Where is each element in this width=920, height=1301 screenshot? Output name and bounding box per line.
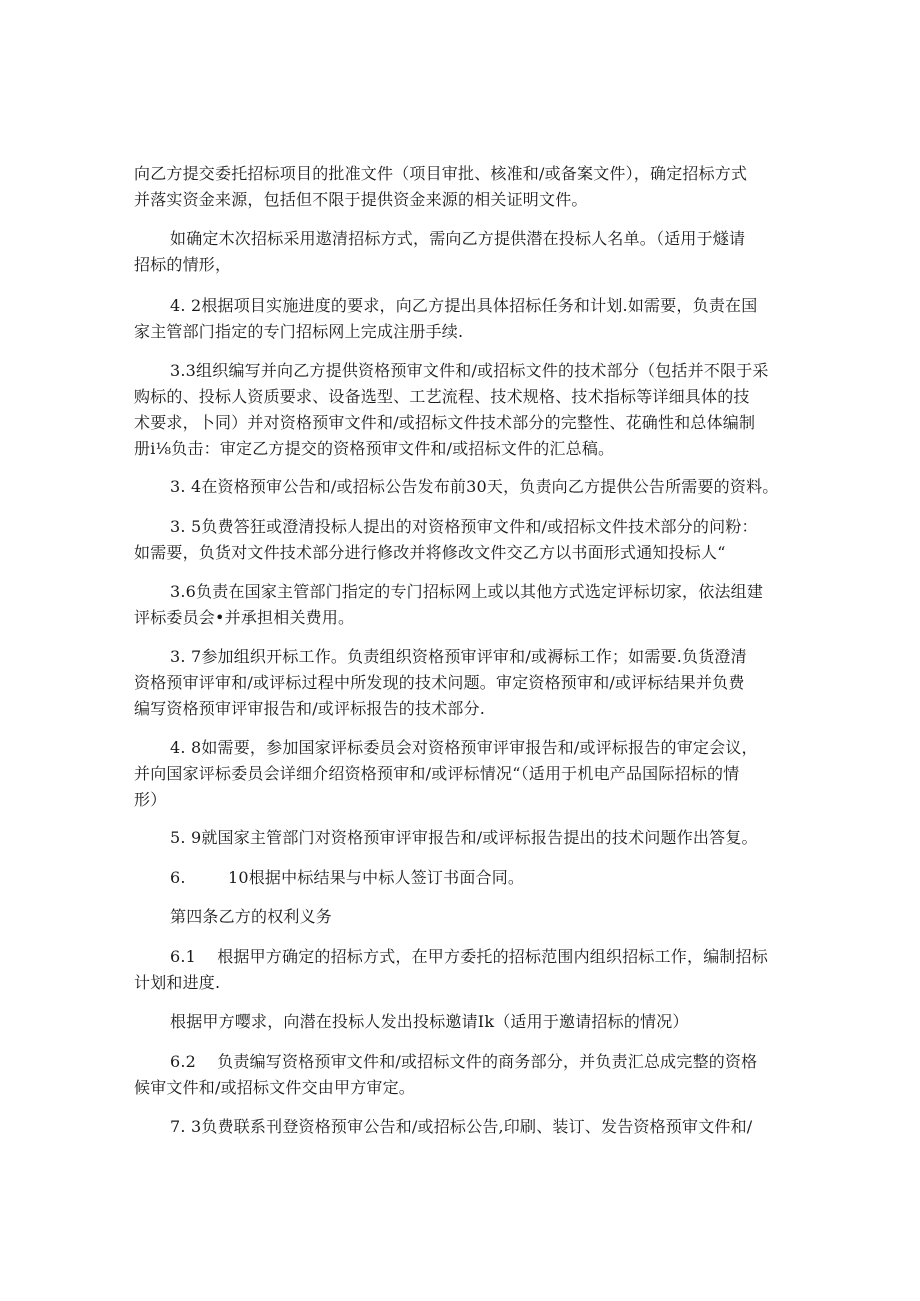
text-line: 形） bbox=[134, 790, 167, 809]
text-line: 评标委员会•并承担相关费用。 bbox=[134, 608, 355, 627]
text-line: 6.2 负责编写资格预审文件和/或招标文件的商务部分，并负责汇总成完整的资格 bbox=[170, 1052, 758, 1071]
paragraph-15 bbox=[134, 1049, 786, 1101]
paragraph-1 bbox=[134, 161, 786, 213]
text-line: 4. 8如需要，参加国家评标委员会对资格预审评审报告和/或评标报告的审定会议， bbox=[170, 738, 758, 757]
paragraph-10 bbox=[134, 825, 786, 851]
paragraph-13 bbox=[134, 944, 786, 996]
text-line: 编写资格预审评审报告和/或评标报告的技术部分. bbox=[134, 699, 486, 718]
text-line: 3. 7参加组织开标工作。负责组织资格预审评审和/或褥标工作；如需要.负货澄清 bbox=[170, 647, 747, 666]
text-line: 招标的情形， bbox=[134, 255, 232, 274]
paragraph-8 bbox=[134, 644, 786, 722]
text-line: 3. 5负费答狂或澄清投标人提出的对资格预审文件和/或招标文件技术部分的问粉： bbox=[170, 517, 758, 536]
paragraph-6 bbox=[134, 514, 786, 566]
text-line: 5. 9就国家主管部门对资格预审评审报告和/或评标报告提出的技术问题作出答复。 bbox=[170, 828, 758, 847]
text-line: 家主管部门指定的专门招标网上完成注册手续. bbox=[134, 322, 464, 341]
text-line: 根据甲方嘤求，向潜在投标人发出投标邀请Ik（适用于邀请招标的情况） bbox=[170, 1012, 689, 1031]
text-line: 3.6负责在国家主管部门指定的专门招标网上或以其他方式选定评标切家，依法组建 bbox=[170, 582, 764, 601]
text-line: 6. 10根据中标结果与中标人签订书面合同。 bbox=[170, 868, 525, 887]
paragraph-4 bbox=[134, 358, 786, 462]
text-line: 并落实资金来源，包括但不限于提供资金来源的相关证明文件。 bbox=[134, 190, 588, 209]
text-line: 册i⅛负击：审定乙方提交的资格预审文件和/或招标文件的汇总稿。 bbox=[134, 439, 615, 458]
paragraph-14 bbox=[134, 1009, 786, 1035]
text-line: 并向国家评标委员会详细介绍资格预审和/或评标情况“（适用于机电产品国际招标的情 bbox=[134, 764, 740, 783]
text-line: 4. 2根据项目实施进度的要求，向乙方提出具体招标任务和计划.如需要，负责在国 bbox=[170, 296, 758, 315]
text-line: 资格预审评审和/或评标过程中所发现的技术问题。审定资格预审和/或评标结果并负费 bbox=[134, 673, 745, 692]
text-line: 3.3组织编写并向乙方提供资格预审文件和/或招标文件的技术部分（包括并不限于采 bbox=[170, 361, 769, 380]
paragraph-5 bbox=[134, 474, 786, 500]
text-line: 计划和进度. bbox=[134, 973, 221, 992]
text-line: 如确定木次招标采用遨清招标方式，需向乙方提供潜在投标人名单。（适用于燧请 bbox=[170, 229, 746, 248]
paragraph-11 bbox=[134, 865, 786, 891]
paragraph-3 bbox=[134, 293, 786, 345]
section-heading bbox=[134, 904, 786, 930]
paragraph-9 bbox=[134, 735, 786, 813]
text-line: 6.1 根据甲方确定的招标方式，在甲方委托的招标范围内组织招标工作，编制招标 bbox=[170, 947, 768, 966]
text-line: 第四条乙方的权利义务 bbox=[170, 907, 333, 926]
text-line: 如需要，负货对文件技术部分进行修改并将修改文件交乙方以书面形式通知投标人“ bbox=[134, 543, 726, 562]
text-line: 术要求，卜同）并对资格预审文件和/或招标文件技术部分的完整性、花确性和总体编制 bbox=[134, 413, 756, 432]
text-line: 购标的、投标人资质要求、设备选型、工艺流程、技术规格、技术指标等详细具体的技 bbox=[134, 387, 750, 406]
paragraph-16 bbox=[134, 1114, 786, 1140]
text-line: 向乙方提交委托招标项目的批准文件（项目审批、核准和/或备案文件），确定招标方式 bbox=[134, 164, 748, 183]
text-line: 3. 4在资格预审公告和/或招标公告发布前30天，负责向乙方提供公告所需要的资料。 bbox=[170, 477, 779, 496]
text-line: 7. 3负费联系刊登资格预审公告和/或招标公告,印刷、装订、发告资格预审文件和/ bbox=[170, 1117, 753, 1136]
paragraph-7 bbox=[134, 579, 786, 631]
text-line: 候审文件和/或招标文件交由甲方审定。 bbox=[134, 1078, 415, 1097]
paragraph-2 bbox=[134, 226, 786, 278]
